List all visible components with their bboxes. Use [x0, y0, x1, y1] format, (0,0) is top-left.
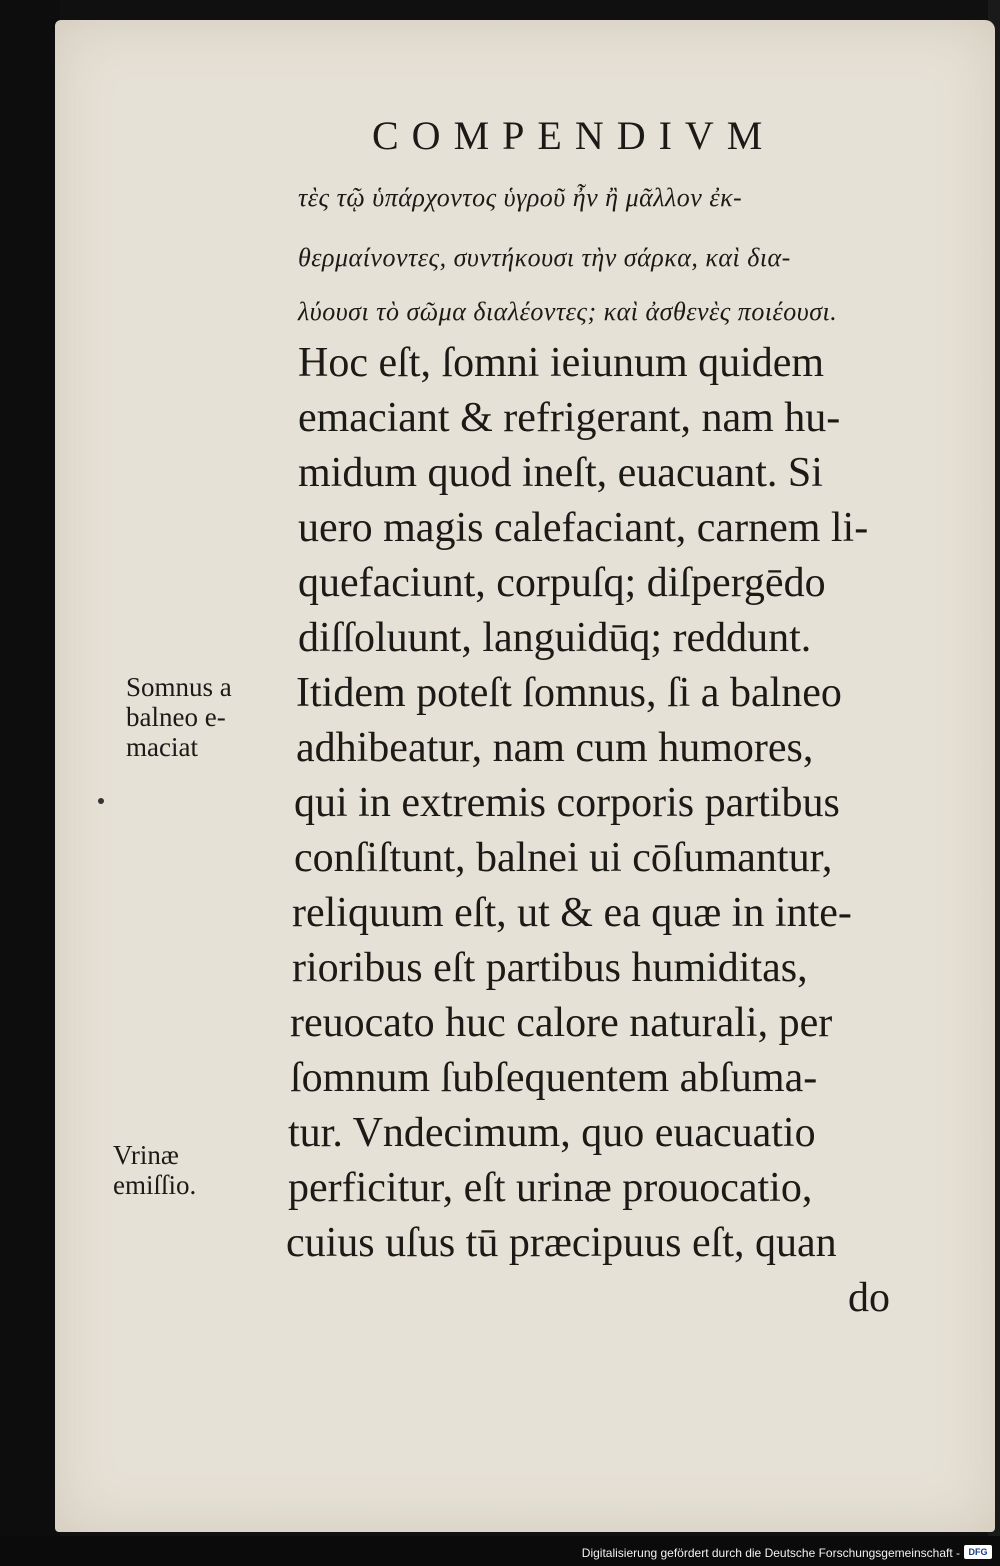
text-line: reliquum eſt, ut & ea quæ in inte- [292, 890, 852, 936]
footer-credit: Digitalisierung gefördert durch die Deutsche Forschungsgemeinschaft - [581, 1546, 960, 1560]
text-line: adhibeatur, nam cum humores, [296, 725, 814, 771]
margin-note-line: Vrinæ [113, 1140, 179, 1170]
margin-note-line: emiſſio. [113, 1170, 197, 1200]
greek-line: τὲς τῷ ὑπάρχοντος ὑγροῦ ἦν ἢ μᾶλλον ἐκ- [298, 183, 743, 212]
text-line: diſſoluunt, languidūq; reddunt. [298, 615, 812, 661]
margin-note-line: balneo e- [126, 702, 226, 732]
margin-note-line: Somnus a [126, 672, 232, 702]
margin-note-somnus [126, 672, 232, 762]
scan-left-border [0, 0, 60, 1566]
text-line: quefaciunt, corpuſq; diſpergēdo [298, 560, 826, 606]
text-line: perficitur, eſt urinæ prouocatio, [288, 1165, 813, 1211]
text-line: reuocato huc calore naturali, per [290, 1000, 833, 1046]
greek-line: λύουσι τὸ σῶμα διαλέοντες; καὶ ἀσθενὲς ποιέουσι. [298, 297, 838, 326]
text-line: uero magis calefaciant, carnem li- [298, 505, 869, 551]
dfg-logo: DFG [964, 1545, 992, 1559]
text-line: Hoc eſt, ſomni ieiunum quidem [298, 340, 825, 386]
margin-note-urinae [113, 1140, 196, 1200]
text-line: ſomnum ſubſequentem abſuma- [290, 1055, 818, 1101]
text-line: rioribus eſt partibus humiditas, [292, 945, 808, 991]
text-line: qui in extremis corporis partibus [294, 780, 840, 826]
catchword: do [848, 1275, 890, 1321]
text-line: Itidem poteſt ſomnus, ſi a balneo [296, 670, 842, 716]
text-line: tur. Vndecimum, quo euacuatio [288, 1110, 816, 1156]
text-line: cuius uſus tū præcipuus eſt, quan [286, 1220, 837, 1266]
text-line: emaciant & refrigerant, nam hu- [298, 395, 841, 441]
greek-line: θερμαίνοντες, συντήκουσι τὴν σάρκα, καὶ δια- [298, 243, 791, 272]
running-head: COMPENDIVM [372, 113, 776, 158]
text-line: conſiſtunt, balnei ui cōſumantur, [294, 835, 833, 881]
margin-note-line: maciat [126, 732, 198, 762]
text-line: midum quod ineſt, euacuant. Si [298, 450, 823, 496]
ink-spot [98, 798, 104, 804]
